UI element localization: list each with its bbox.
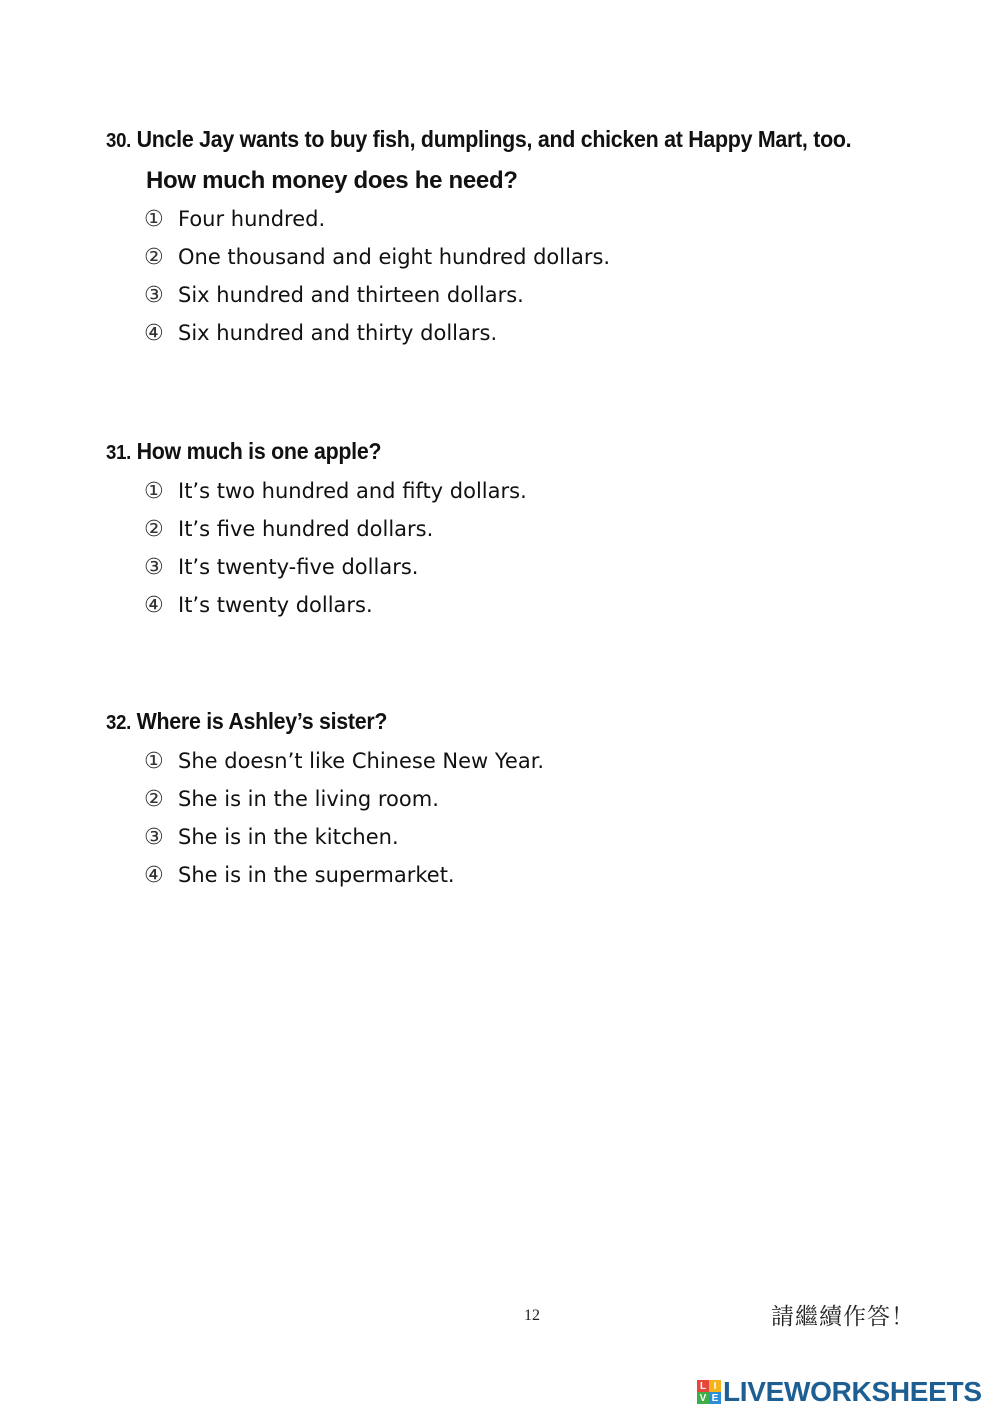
option-number-icon: ① [144,748,164,774]
option-text: It’s two hundred and fifty dollars. [178,479,527,503]
logo-tile: E [709,1392,721,1404]
question-stem [106,436,497,468]
question-number: 30. [106,130,132,152]
brand-name: LIVEWORKSHEETS [723,1376,982,1407]
option-text: It’s five hundred dollars. [178,517,434,541]
liveworksheets-brand [697,1376,982,1408]
answer-option[interactable] [144,238,907,276]
option-text: It’s twenty dollars. [178,593,373,617]
option-text: Six hundred and thirteen dollars. [178,283,524,307]
answer-option[interactable] [144,856,544,894]
option-number-icon: ② [144,244,164,270]
answer-options [144,200,907,352]
question-number: 31. [106,442,132,464]
option-text: One thousand and eight hundred dollars. [178,245,611,269]
answer-option[interactable] [144,472,527,510]
answer-option[interactable] [144,276,907,314]
option-text: She is in the kitchen. [178,825,399,849]
answer-option[interactable] [144,200,907,238]
option-number-icon: ② [144,786,164,812]
option-text: She is in the supermarket. [178,863,455,887]
option-number-icon: ① [144,206,164,232]
answer-option[interactable] [144,780,544,818]
option-number-icon: ③ [144,554,164,580]
answer-option[interactable] [144,510,527,548]
question-30 [106,124,907,352]
option-number-icon: ④ [144,320,164,346]
answer-option[interactable] [144,818,544,856]
question-text: Where is Ashley’s sister? [136,708,388,734]
question-stem [106,124,851,156]
answer-options [144,742,544,894]
question-text: Uncle Jay wants to buy fish, dumplings, and chicken at Happy Mart, too. [136,126,852,152]
answer-option[interactable] [144,586,527,624]
option-number-icon: ④ [144,862,164,888]
liveworksheets-logo-icon [697,1380,721,1404]
answer-option[interactable] [144,742,544,780]
option-text: She doesn’t like Chinese New Year. [178,749,545,773]
question-stem [106,706,513,738]
answer-option[interactable] [144,548,527,586]
option-number-icon: ③ [144,824,164,850]
logo-tile: L [697,1380,709,1392]
option-text: Six hundred and thirty dollars. [178,321,498,345]
option-number-icon: ② [144,516,164,542]
option-text: It’s twenty-five dollars. [178,555,419,579]
question-number: 32. [106,712,132,734]
option-number-icon: ① [144,478,164,504]
option-number-icon: ④ [144,592,164,618]
question-text-continued: How much money does he need? [146,167,518,194]
option-text: She is in the living room. [178,787,439,811]
page-number: 12 [524,1307,540,1324]
logo-tile: V [697,1392,709,1404]
question-31 [106,436,527,624]
logo-tile: I [709,1380,721,1392]
continue-note: 請繼續作答！ [771,1304,915,1330]
option-number-icon: ③ [144,282,164,308]
question-32 [106,706,544,894]
answer-options [144,472,527,624]
option-text: Four hundred. [178,207,326,231]
question-text: How much is one apple? [136,438,382,464]
answer-option[interactable] [144,314,907,352]
